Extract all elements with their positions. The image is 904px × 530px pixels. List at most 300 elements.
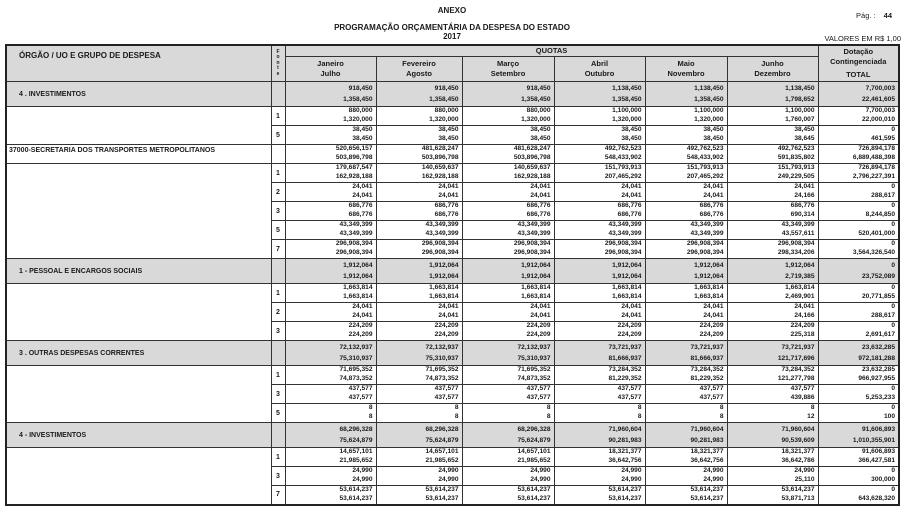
first-semester-value: 880,000 [526,107,551,115]
table-body [6,82,899,505]
first-semester-value: 151,793,913 [604,164,642,172]
quota-value-cell [645,486,727,505]
second-semester-value: 8,244,850 [865,211,895,218]
second-semester-value: 548,433,902 [686,154,724,161]
month-header: Março Setembro [462,56,554,82]
second-semester-value: 1,320,000 [343,116,373,123]
month-header: Maio Novembro [645,56,727,82]
group-row [6,341,899,366]
first-semester-value: 1,100,000 [694,107,724,115]
quota-value-cell [645,467,727,486]
first-semester-value: 0 [891,385,895,393]
second-semester-value: 437,577 [434,394,459,401]
first-semester-value: 71,960,604 [690,426,724,433]
first-semester-value: 91,606,893 [861,426,895,433]
second-semester-value: 53,614,237 [339,494,373,502]
first-semester-value: 71,695,352 [517,366,551,374]
first-semester-value: 296,908,394 [686,240,724,248]
first-semester-value: 1,138,450 [694,85,724,92]
quota-value-cell [645,303,727,322]
quota-value-cell [727,202,818,221]
first-semester-value: 53,614,237 [690,486,724,494]
first-semester-value: 296,908,394 [604,240,642,248]
second-semester-value: 38,645 [794,135,815,142]
first-semester-value: 53,614,237 [781,486,815,494]
quota-value-cell [376,202,462,221]
first-semester-value: 296,908,394 [335,240,373,248]
second-semester-value: 24,041 [703,192,724,199]
first-semester-value: 686,776 [699,202,724,210]
second-semester-value: 21,985,652 [425,457,459,464]
quota-value-cell [727,107,818,126]
quota-value-cell [645,322,727,341]
fonte-code [271,259,285,284]
first-semester-value: 24,990 [621,467,642,475]
quotas-header: QUOTAS [285,45,818,56]
quota-value-cell [727,322,818,341]
quota-value-cell [645,107,727,126]
month-header: Janeiro Julho [285,56,376,82]
first-semester-value: 18,321,377 [690,448,724,456]
first-semester-value: 151,793,913 [777,164,815,172]
first-semester-value: 726,894,178 [858,164,895,172]
second-semester-value: 249,229,505 [777,173,815,180]
org-cell-empty [6,240,271,259]
quota-value-cell [727,126,818,145]
fonte-row [6,322,899,341]
first-semester-value: 73,721,937 [781,344,815,351]
quota-value-cell [554,107,645,126]
quota-value-cell [554,284,645,303]
quota-value-cell [376,164,462,183]
first-semester-value: 492,762,523 [604,145,642,153]
first-semester-value: 68,296,328 [339,426,373,433]
second-semester-value: 24,041 [703,312,724,319]
group-row [6,423,899,448]
quota-value-cell [285,404,376,423]
first-semester-value: 24,990 [438,467,459,475]
quota-value-cell [285,126,376,145]
fonte-row [6,221,899,240]
second-semester-value: 1,358,450 [343,96,373,103]
quota-value-cell [554,486,645,505]
second-semester-value: 38,450 [621,135,642,142]
quota-value-cell [462,404,554,423]
first-semester-value: 73,284,352 [608,366,642,374]
fonte-row [6,240,899,259]
quota-value-cell [727,303,818,322]
first-semester-value: 23,632,285 [861,344,895,351]
quota-value-cell [645,126,727,145]
currency-note: VALORES EM R$ 1,00 [824,34,901,43]
page-indicator [856,11,892,20]
fonte-code: 3 [271,467,285,486]
second-semester-value: 53,614,237 [690,494,724,502]
quota-value-cell [727,284,818,303]
first-semester-value: 1,138,450 [612,85,642,92]
quota-value-cell [727,404,818,423]
group-row [6,82,899,107]
second-semester-value: 1,663,814 [694,293,724,300]
fonte-row [6,284,899,303]
first-semester-value: 1,912,064 [612,262,642,269]
first-semester-value: 72,132,937 [425,344,459,351]
first-semester-value: 0 [891,262,895,269]
quota-value-cell [727,164,818,183]
second-semester-value: 81,666,937 [608,355,642,362]
quota-value-cell [727,486,818,505]
first-semester-value: 296,908,394 [421,240,459,248]
quota-value-cell [645,448,727,467]
quota-value-cell [554,366,645,385]
first-semester-value: 43,349,399 [608,221,642,229]
first-semester-value: 24,990 [352,467,373,475]
first-semester-value: 0 [891,202,895,210]
second-semester-value: 38,450 [438,135,459,142]
first-semester-value: 437,577 [699,385,724,393]
second-semester-value: 162,928,188 [513,173,551,180]
second-semester-value: 100 [883,413,895,420]
first-semester-value: 0 [891,126,895,134]
quota-value-cell [285,303,376,322]
total-value-cell [818,322,899,341]
org-cell-empty [6,404,271,423]
total-value-cell [818,385,899,404]
first-semester-value: 179,687,547 [335,164,373,172]
first-semester-value: 0 [891,303,895,311]
second-semester-value: 1,320,000 [694,116,724,123]
total-value-cell [818,467,899,486]
quota-value-cell [554,145,645,164]
quota-value-cell [462,366,554,385]
second-semester-value: 24,041 [438,312,459,319]
first-semester-value: 686,776 [526,202,551,210]
total-value-cell [818,259,899,284]
fonte-code [271,145,285,164]
first-semester-value: 14,657,101 [339,448,373,456]
quota-value-cell [554,448,645,467]
quota-value-cell [462,423,554,448]
second-semester-value: 38,450 [530,135,551,142]
second-semester-value: 6,889,488,398 [852,154,895,161]
second-semester-value: 686,776 [617,211,642,218]
second-semester-value: 90,281,983 [608,437,642,444]
quota-value-cell [727,183,818,202]
first-semester-value: 73,284,352 [690,366,724,374]
second-semester-value: 966,927,955 [858,375,895,382]
second-semester-value: 1,912,064 [521,273,551,280]
quota-value-cell [462,259,554,284]
second-semester-value: 74,873,352 [339,375,373,382]
quota-value-cell [462,486,554,505]
first-semester-value: 437,577 [617,385,642,393]
uo-row [6,145,899,164]
first-semester-value: 53,614,237 [339,486,373,494]
second-semester-value: 1,760,007 [785,116,815,123]
fonte-code: 5 [271,221,285,240]
first-semester-value: 73,721,937 [690,344,724,351]
second-semester-value: 43,349,399 [690,230,724,237]
first-semester-value: 296,908,394 [777,240,815,248]
second-semester-value: 2,796,227,391 [852,173,895,180]
second-semester-value: 1,010,355,901 [852,437,895,444]
first-semester-value: 18,321,377 [781,448,815,456]
second-semester-value: 437,577 [699,394,724,401]
fonte-code: 1 [271,366,285,385]
fonte-code: 7 [271,486,285,505]
second-semester-value: 1,663,814 [429,293,459,300]
second-semester-value: 1,358,450 [521,96,551,103]
first-semester-value: 880,000 [434,107,459,115]
quota-value-cell [285,341,376,366]
second-semester-value: 90,281,983 [690,437,724,444]
first-semester-value: 8 [546,404,551,412]
second-semester-value: 207,465,292 [604,173,642,180]
first-semester-value: 68,296,328 [425,426,459,433]
fonte-row [6,467,899,486]
fonte-row [6,404,899,423]
quota-value-cell [727,423,818,448]
quota-value-cell [462,221,554,240]
quota-value-cell [554,259,645,284]
first-semester-value: 24,041 [438,303,459,311]
second-semester-value: 43,349,399 [425,230,459,237]
second-semester-value: 2,719,385 [785,273,815,280]
first-semester-value: 8 [368,404,373,412]
second-semester-value: 1,912,064 [343,273,373,280]
second-semester-value: 1,912,064 [429,273,459,280]
fonte-code: 5 [271,404,285,423]
quota-value-cell [462,341,554,366]
second-semester-value: 81,229,352 [608,375,642,382]
quota-value-cell [462,183,554,202]
second-semester-value: 224,209 [617,331,642,338]
second-semester-value: 24,041 [352,312,373,319]
second-semester-value: 23,752,089 [861,273,895,280]
quota-value-cell [285,448,376,467]
quota-value-cell [462,164,554,183]
first-semester-value: 0 [891,183,895,191]
first-semester-value: 918,450 [526,85,551,92]
total-value-cell [818,202,899,221]
quota-value-cell [462,467,554,486]
total-value-cell [818,240,899,259]
fonte-row [6,385,899,404]
org-cell-empty [6,107,271,126]
second-semester-value: 1,358,450 [612,96,642,103]
first-semester-value: 0 [891,240,895,248]
second-semester-value: 1,358,450 [429,96,459,103]
quota-value-cell [376,145,462,164]
quota-value-cell [376,303,462,322]
first-semester-value: 437,577 [790,385,815,393]
first-semester-value: 437,577 [526,385,551,393]
first-semester-value: 7,700,003 [865,85,895,92]
org-label: 1 - PESSOAL E ENCARGOS SOCIAIS [6,259,271,284]
quota-value-cell [645,145,727,164]
first-semester-value: 24,041 [794,183,815,191]
month-header: Junho Dezembro [727,56,818,82]
first-semester-value: 71,695,352 [425,366,459,374]
first-semester-value: 14,657,101 [517,448,551,456]
quota-value-cell [727,385,818,404]
quota-value-cell [376,82,462,107]
document-title: PROGRAMAÇÃO ORÇAMENTÁRIA DA DESPESA DO ESTADO [334,23,570,32]
second-semester-value: 8 [368,413,373,420]
second-semester-value: 8 [546,413,551,420]
second-semester-value: 439,886 [790,394,815,401]
first-semester-value: 481,628,247 [421,145,459,153]
fonte-code: 3 [271,322,285,341]
org-cell-empty [6,164,271,183]
total-value-cell [818,221,899,240]
fonte-code [271,82,285,107]
first-semester-value: 24,041 [438,183,459,191]
first-semester-value: 91,606,893 [861,448,895,456]
first-semester-value: 520,656,157 [335,145,373,153]
quota-value-cell [554,202,645,221]
quota-value-cell [285,385,376,404]
first-semester-value: 686,776 [348,202,373,210]
quota-value-cell [462,322,554,341]
second-semester-value: 24,041 [438,192,459,199]
quota-value-cell [645,240,727,259]
org-label: 4 . INVESTIMENTOS [6,82,271,107]
fonte-code: 1 [271,448,285,467]
first-semester-value: 140,659,637 [421,164,459,172]
second-semester-value: 24,041 [621,192,642,199]
second-semester-value: 24,166 [794,312,815,319]
total-value-cell [818,183,899,202]
quota-value-cell [376,385,462,404]
quota-value-cell [645,259,727,284]
quota-value-cell [645,423,727,448]
first-semester-value: 8 [454,404,459,412]
month-header: Fevereiro Agosto [376,56,462,82]
first-semester-value: 686,776 [434,202,459,210]
second-semester-value: 75,310,937 [425,355,459,362]
second-semester-value: 366,427,581 [858,457,895,464]
quota-value-cell [554,467,645,486]
quota-value-cell [376,221,462,240]
first-semester-value: 38,450 [352,126,373,134]
fonte-row [6,202,899,221]
quota-value-cell [645,202,727,221]
second-semester-value: 53,871,713 [781,494,815,502]
quota-value-cell [645,366,727,385]
quota-value-cell [554,221,645,240]
second-semester-value: 591,835,802 [777,154,815,161]
quota-value-cell [462,82,554,107]
first-semester-value: 1,912,064 [521,262,551,269]
first-semester-value: 0 [891,404,895,412]
total-value-cell [818,126,899,145]
org-cell-empty [6,448,271,467]
second-semester-value: 686,776 [526,211,551,218]
quota-value-cell [376,284,462,303]
total-value-cell [818,423,899,448]
quota-value-cell [462,284,554,303]
second-semester-value: 1,663,814 [343,293,373,300]
first-semester-value: 71,960,604 [781,426,815,433]
second-semester-value: 461,595 [871,135,895,142]
first-semester-value: 24,041 [621,303,642,311]
first-semester-value: 38,450 [438,126,459,134]
second-semester-value: 2,691,617 [865,331,895,338]
first-semester-value: 24,041 [352,183,373,191]
fonte-row [6,448,899,467]
quota-value-cell [727,448,818,467]
quota-value-cell [727,82,818,107]
second-semester-value: 53,614,237 [608,494,642,502]
first-semester-value: 8 [810,404,815,412]
first-semester-value: 726,894,178 [858,145,895,153]
second-semester-value: 1,798,652 [785,96,815,103]
second-semester-value: 24,990 [352,476,373,483]
quota-value-cell [554,385,645,404]
second-semester-value: 43,349,399 [517,230,551,237]
first-semester-value: 18,321,377 [608,448,642,456]
second-semester-value: 36,642,786 [781,457,815,464]
first-semester-value: 1,100,000 [612,107,642,115]
first-semester-value: 38,450 [703,126,724,134]
quota-value-cell [285,467,376,486]
first-semester-value: 24,041 [621,183,642,191]
page-number: 44 [883,11,892,20]
quota-value-cell [285,145,376,164]
first-semester-value: 1,663,814 [521,284,551,292]
first-semester-value: 43,349,399 [425,221,459,229]
first-semester-value: 1,663,814 [694,284,724,292]
org-cell-empty [6,303,271,322]
second-semester-value: 24,041 [352,192,373,199]
total-value-cell [818,284,899,303]
first-semester-value: 24,990 [703,467,724,475]
second-semester-value: 503,896,798 [513,154,551,161]
total-column-header: Dotação Contingenciada TOTAL [818,45,899,82]
first-semester-value: 71,960,604 [608,426,642,433]
quota-value-cell [376,423,462,448]
quota-value-cell [285,202,376,221]
quota-value-cell [727,221,818,240]
total-value-cell [818,404,899,423]
first-semester-value: 481,628,247 [513,145,551,153]
quota-value-cell [285,107,376,126]
second-semester-value: 437,577 [617,394,642,401]
quota-value-cell [376,448,462,467]
first-semester-value: 224,209 [434,322,459,330]
second-semester-value: 22,461,605 [861,96,895,103]
second-semester-value: 437,577 [526,394,551,401]
quota-value-cell [727,240,818,259]
second-semester-value: 300,000 [871,476,895,483]
fonte-code: 1 [271,284,285,303]
quota-value-cell [727,259,818,284]
quota-value-cell [376,183,462,202]
quota-value-cell [376,322,462,341]
second-semester-value: 1,912,064 [612,273,642,280]
second-semester-value: 224,209 [526,331,551,338]
second-semester-value: 90,539,609 [781,437,815,444]
second-semester-value: 36,642,756 [690,457,724,464]
second-semester-value: 43,557,611 [781,230,815,237]
quota-value-cell [376,240,462,259]
quota-value-cell [645,341,727,366]
second-semester-value: 75,624,879 [339,437,373,444]
first-semester-value: 0 [891,486,895,494]
fonte-code: 3 [271,385,285,404]
org-cell-empty [6,467,271,486]
